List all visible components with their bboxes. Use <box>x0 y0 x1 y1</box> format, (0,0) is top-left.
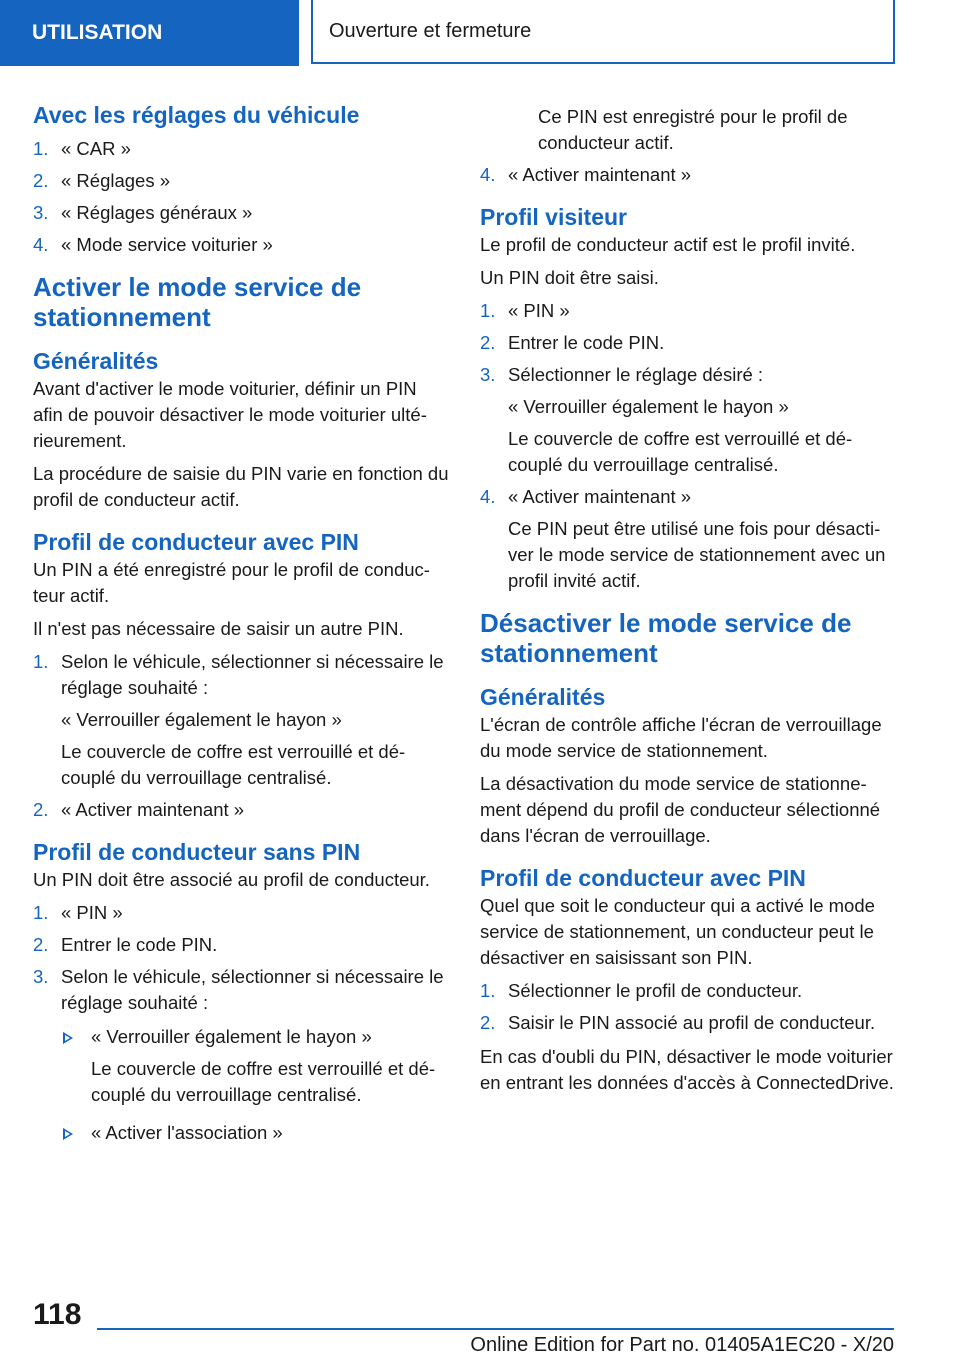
list-item: 2. « Activer maintenant » <box>33 799 245 820</box>
paragraph: Quel que soit le conducteur qui a activé le mode service de stationnement, un conducteur peut le désactiver en saisissant son PIN. <box>480 895 875 968</box>
paragraph: Un PIN a été enregistré pour le profil de conducteur actif. <box>33 559 430 606</box>
heading-general: Généralités <box>480 684 606 710</box>
list-item: 1. Selon le véhicule, sélectionner si nécessaire le réglage souhaité : « Verrouiller également le hayon » Le couvercle de coffre est verrouillé et découplé du verrouillage centralisé. <box>33 651 444 788</box>
paragraph: Le profil de conducteur actif est le profil invité. <box>480 234 856 255</box>
left-column <box>33 100 449 1158</box>
section-tab <box>0 0 299 66</box>
bullet-item: « Activer l'association » <box>61 1120 449 1146</box>
with-pin-steps <box>33 649 449 823</box>
page-number: 118 <box>33 1298 82 1331</box>
heading-visitor-profile: Profil visiteur <box>480 204 627 230</box>
heading-vehicle-settings: Avec les réglages du véhicule <box>33 102 360 128</box>
deactivate-steps <box>480 978 896 1036</box>
list-item: 1. Sélectionner le profil de conducteur. <box>480 980 803 1001</box>
list-item: 1. « PIN » <box>480 300 570 321</box>
heading-profile-with-pin: Profil de conducteur avec PIN <box>480 865 806 891</box>
heading-profile-without-pin: Profil de conducteur sans PIN <box>33 839 361 865</box>
without-pin-steps <box>33 900 449 1146</box>
paragraph: Un PIN doit être saisi. <box>480 267 659 288</box>
list-item: 3. « Réglages généraux » <box>33 202 253 223</box>
list-item: 2. Entrer le code PIN. <box>480 332 665 353</box>
paragraph: La procédure de saisie du PIN varie en fonction du profil de conducteur actif. <box>33 463 449 510</box>
list-item: 1. « CAR » <box>33 138 131 159</box>
visitor-steps <box>480 298 896 594</box>
list-item: 2. Entrer le code PIN. <box>33 934 218 955</box>
list-item: 3. Sélectionner le réglage désiré : « Verrouiller également le hayon » Le couvercle de coffre est verrouillé et découplé du verrouillage centralisé. <box>480 364 853 475</box>
paragraph: En cas d'oubli du PIN, désactiver le mode voiturier en entrant les données d'accès à ConnectedDrive. <box>480 1046 894 1093</box>
continued-text: Ce PIN est enregistré pour le profil de conducteur actif. <box>538 106 848 153</box>
list-item: 4. « Activer maintenant » <box>480 164 692 185</box>
triangle-bullet-icon <box>63 1032 73 1044</box>
heading-activate-valet: Activer le mode service de stationnement <box>33 272 362 332</box>
heading-deactivate-valet: Désactiver le mode service de stationnement <box>480 608 852 668</box>
section-title: UTILISATION <box>32 21 163 44</box>
heading-profile-with-pin: Profil de conducteur avec PIN <box>33 529 359 555</box>
list-item: 3. Selon le véhicule, sélectionner si nécessaire le réglage souhaité : « Verrouiller également le hayon » Le couvercle de coffre est verrouillé et découplé du verrouillage centralisé. « Activer l'association » <box>33 964 449 1146</box>
option-list <box>61 1024 449 1146</box>
paragraph: Avant d'activer le mode voiturier, définir un PIN afin de pouvoir désactiver le mode voiturier ultérieurement. <box>33 378 427 451</box>
paragraph: Il n'est pas nécessaire de saisir un autre PIN. <box>33 618 404 639</box>
footer-divider <box>97 1328 894 1330</box>
bullet-item: « Verrouiller également le hayon » Le couvercle de coffre est verrouillé et découplé du verrouillage centralisé. <box>61 1024 449 1108</box>
continued-steps <box>480 162 896 188</box>
chapter-title: Ouverture et fermeture <box>329 19 532 42</box>
paragraph: Un PIN doit être associé au profil de conducteur. <box>33 869 430 890</box>
list-item: 1. « PIN » <box>33 902 123 923</box>
list-item: 2. « Réglages » <box>33 170 171 191</box>
chapter-tab <box>311 0 895 64</box>
heading-general: Généralités <box>33 348 159 374</box>
footer-edition: Online Edition for Part no. 01405A1EC20 - X/20 <box>470 1334 894 1356</box>
list-item: 2. Saisir le PIN associé au profil de conducteur. <box>480 1012 876 1033</box>
right-column <box>480 104 896 1103</box>
settings-steps <box>33 136 449 258</box>
paragraph: La désactivation du mode service de stationnement dépend du profil de conducteur sélectionné dans l'écran de verrouillage. <box>480 773 881 846</box>
paragraph: L'écran de contrôle affiche l'écran de verrouillage du mode service de stationnement. <box>480 714 882 761</box>
list-item: 4. « Activer maintenant » Ce PIN peut être utilisé une fois pour désactiver le mode service de stationnement avec un profil invité actif. <box>480 486 886 591</box>
list-item: 4. « Mode service voiturier » <box>33 234 273 255</box>
triangle-bullet-icon <box>63 1128 73 1140</box>
